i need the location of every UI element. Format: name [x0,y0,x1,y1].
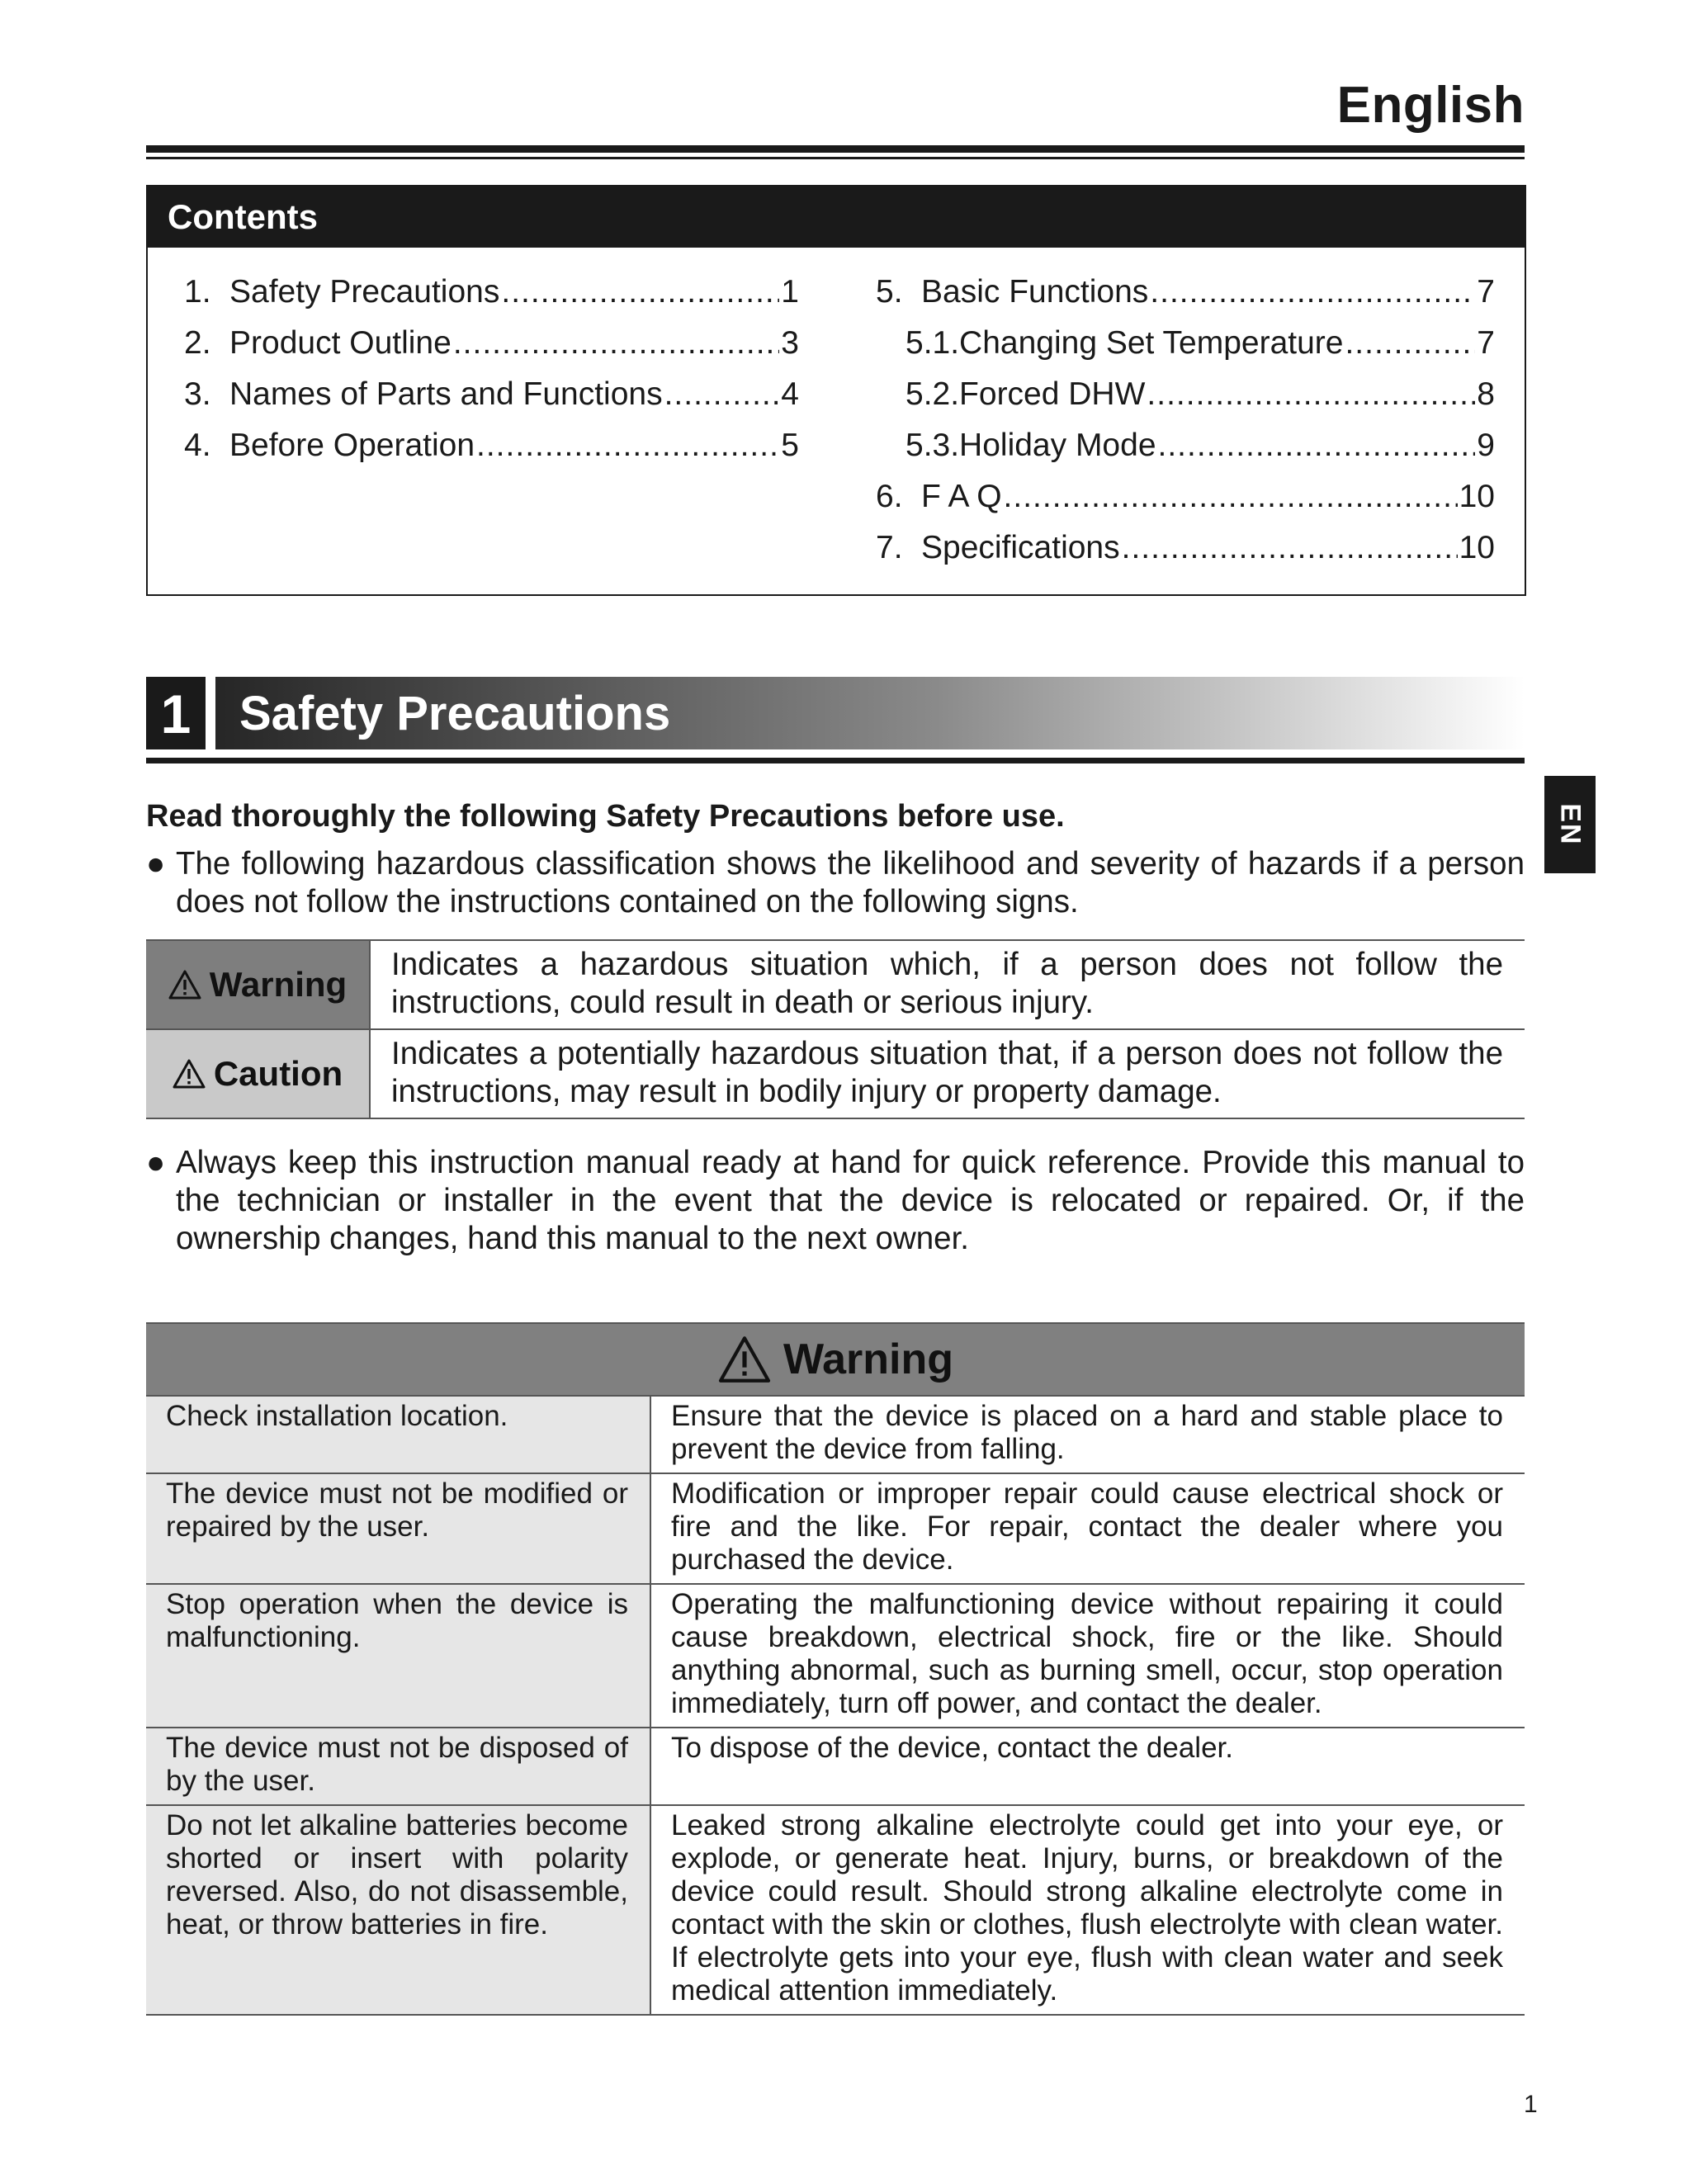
toc-item-number: 6. [876,479,903,514]
toc-item-label: 5.2.Forced DHW [905,376,1146,412]
toc-item[interactable] [184,428,799,479]
toc-item-page: 1 [781,274,799,310]
warning-table-row [146,1474,1525,1585]
toc-leader-dots [501,274,779,310]
toc-item-page: 7 [1477,274,1495,310]
warning-triangle-icon [717,1335,772,1383]
intro-bullet-2 [146,1144,1525,1258]
warning-table-title: Warning [783,1335,954,1383]
toc-item-number: 1. [184,274,211,310]
toc-item[interactable] [876,530,1495,581]
warning-detail: To dispose of the device, contact the dealer. [671,1732,1233,1764]
section-rule [146,758,1525,763]
toc-item[interactable] [184,274,799,325]
warning-table [146,1322,1525,2016]
warning-item: The device must not be disposed of by the user. [146,1728,651,1804]
toc-item-label: Safety Precautions [229,274,500,310]
bullet-icon: ● [146,846,166,882]
intro-bullet-1 [146,845,1525,921]
warning-table-row [146,1806,1525,2016]
section-number: 1 [146,677,206,749]
warning-tag-label: Warning [209,965,348,1004]
caution-tag-label: Caution [213,1054,343,1093]
warning-table-row [146,1585,1525,1728]
section-title: Safety Precautions [239,687,671,740]
toc-item-label: Before Operation [229,428,475,463]
toc-item-page: 9 [1477,428,1495,463]
toc-leader-dots [476,428,779,464]
toc-leader-dots [1158,428,1476,464]
header-rule-thin [146,157,1525,159]
toc-subitem[interactable] [876,428,1495,479]
caution-description: Indicates a potentially hazardous situation that, if a person does not follow the instructions, may result in bodily injury or property damage. [391,1036,1503,1109]
warning-detail: Operating the malfunctioning device without repairing it could cause breakdown, electrical shock, fire or the like. Should anything abnormal, such as burning smell, occur, stop operation immediately, turn off power, and contact the dealer. [671,1588,1503,1719]
classification-row-caution [146,1030,1525,1119]
language-title: English [1336,77,1525,134]
warning-item: Stop operation when the device is malfunctioning. [146,1585,651,1727]
toc-item-page: 10 [1459,479,1495,514]
caution-tag [146,1030,371,1118]
caution-triangle-icon [173,1059,206,1089]
classification-row-warning [146,941,1525,1030]
toc-item-label: Basic Functions [921,274,1149,310]
toc-leader-dots [1004,479,1458,515]
toc-leader-dots [1150,274,1475,310]
toc-leader-dots [453,325,779,362]
toc-item-label: Product Outline [229,325,452,361]
toc-item[interactable] [876,274,1495,325]
toc-leader-dots [1122,530,1458,566]
toc-item-number: 4. [184,428,211,463]
toc-item[interactable] [184,325,799,376]
toc-item[interactable] [876,479,1495,530]
toc-right-column [876,274,1495,581]
contents-title: Contents [148,187,1525,248]
warning-table-row [146,1397,1525,1474]
toc-item-page: 5 [781,428,799,463]
intro-bullet-1-text: The following hazardous classification shows the likelihood and severity of hazards if a person does not follow the instructions contained on the following signs. [176,846,1525,919]
warning-table-header [146,1322,1525,1397]
toc-subitem[interactable] [876,325,1495,376]
header-rule-thick [146,145,1525,153]
warning-detail: Modification or improper repair could cause electrical shock or fire and the like. For repair, contact the dealer where you purchased the device. [671,1477,1503,1576]
toc-item-number: 3. [184,376,211,412]
toc-item-page: 4 [781,376,799,412]
toc-leader-dots [664,376,780,413]
toc-left-column [184,274,799,479]
warning-item: Check installation location. [146,1397,651,1473]
toc-leader-dots [1147,376,1475,413]
warning-triangle-icon [168,970,201,1000]
toc-item-label: 5.1.Changing Set Temperature [905,325,1344,361]
warning-item: Do not let alkaline batteries become shorted or insert with polarity reversed. Also, do not disassemble, heat, or throw batteries in fire. [146,1806,651,2014]
warning-table-row [146,1728,1525,1806]
toc-item-number: 7. [876,530,903,565]
warning-detail: Leaked strong alkaline electrolyte could get into your eye, or explode, or generate heat. Injury, burns, or breakdown of the device could result. Should strong alkaline electrolyte come in contact with the skin or clothes, flush electrolyte with clean water. If electrolyte gets into your eye, flush with clean water and seek medical attention immediately. [671,1809,1503,2007]
toc-item-number: 2. [184,325,211,361]
toc-leader-dots [1345,325,1475,362]
language-side-tab [1544,776,1596,873]
warning-detail: Ensure that the device is placed on a hard and stable place to prevent the device from falling. [671,1400,1503,1465]
warning-tag [146,941,371,1028]
toc-item-page: 7 [1477,325,1495,361]
toc-item-label: 5.3.Holiday Mode [905,428,1156,463]
toc-item-label: Specifications [921,530,1120,565]
language-side-tab-label: EN [1554,803,1586,846]
toc-item[interactable] [184,376,799,428]
toc-item-label: F A Q [921,479,1002,514]
intro-bullet-2-text: Always keep this instruction manual ready at hand for quick reference. Provide this manual to the technician or installer in the event that the device is relocated or repaired. Or, if the ownership changes, hand this manual to the next owner. [176,1145,1525,1256]
toc-item-page: 3 [781,325,799,361]
intro-heading: Read thoroughly the following Safety Precautions before use. [146,799,1065,834]
toc-item-number: 5. [876,274,903,310]
bullet-icon: ● [146,1145,166,1180]
toc-item-label: Names of Parts and Functions [229,376,663,412]
hazard-classification-table [146,939,1525,1119]
toc-subitem[interactable] [876,376,1495,428]
warning-item: The device must not be modified or repaired by the user. [146,1474,651,1583]
page-number: 1 [1524,2091,1538,2118]
warning-description: Indicates a hazardous situation which, if a person does not follow the instructions, could result in death or serious injury. [391,947,1503,1020]
toc-item-page: 8 [1477,376,1495,412]
toc-item-page: 10 [1459,530,1495,565]
contents-box [146,185,1526,596]
